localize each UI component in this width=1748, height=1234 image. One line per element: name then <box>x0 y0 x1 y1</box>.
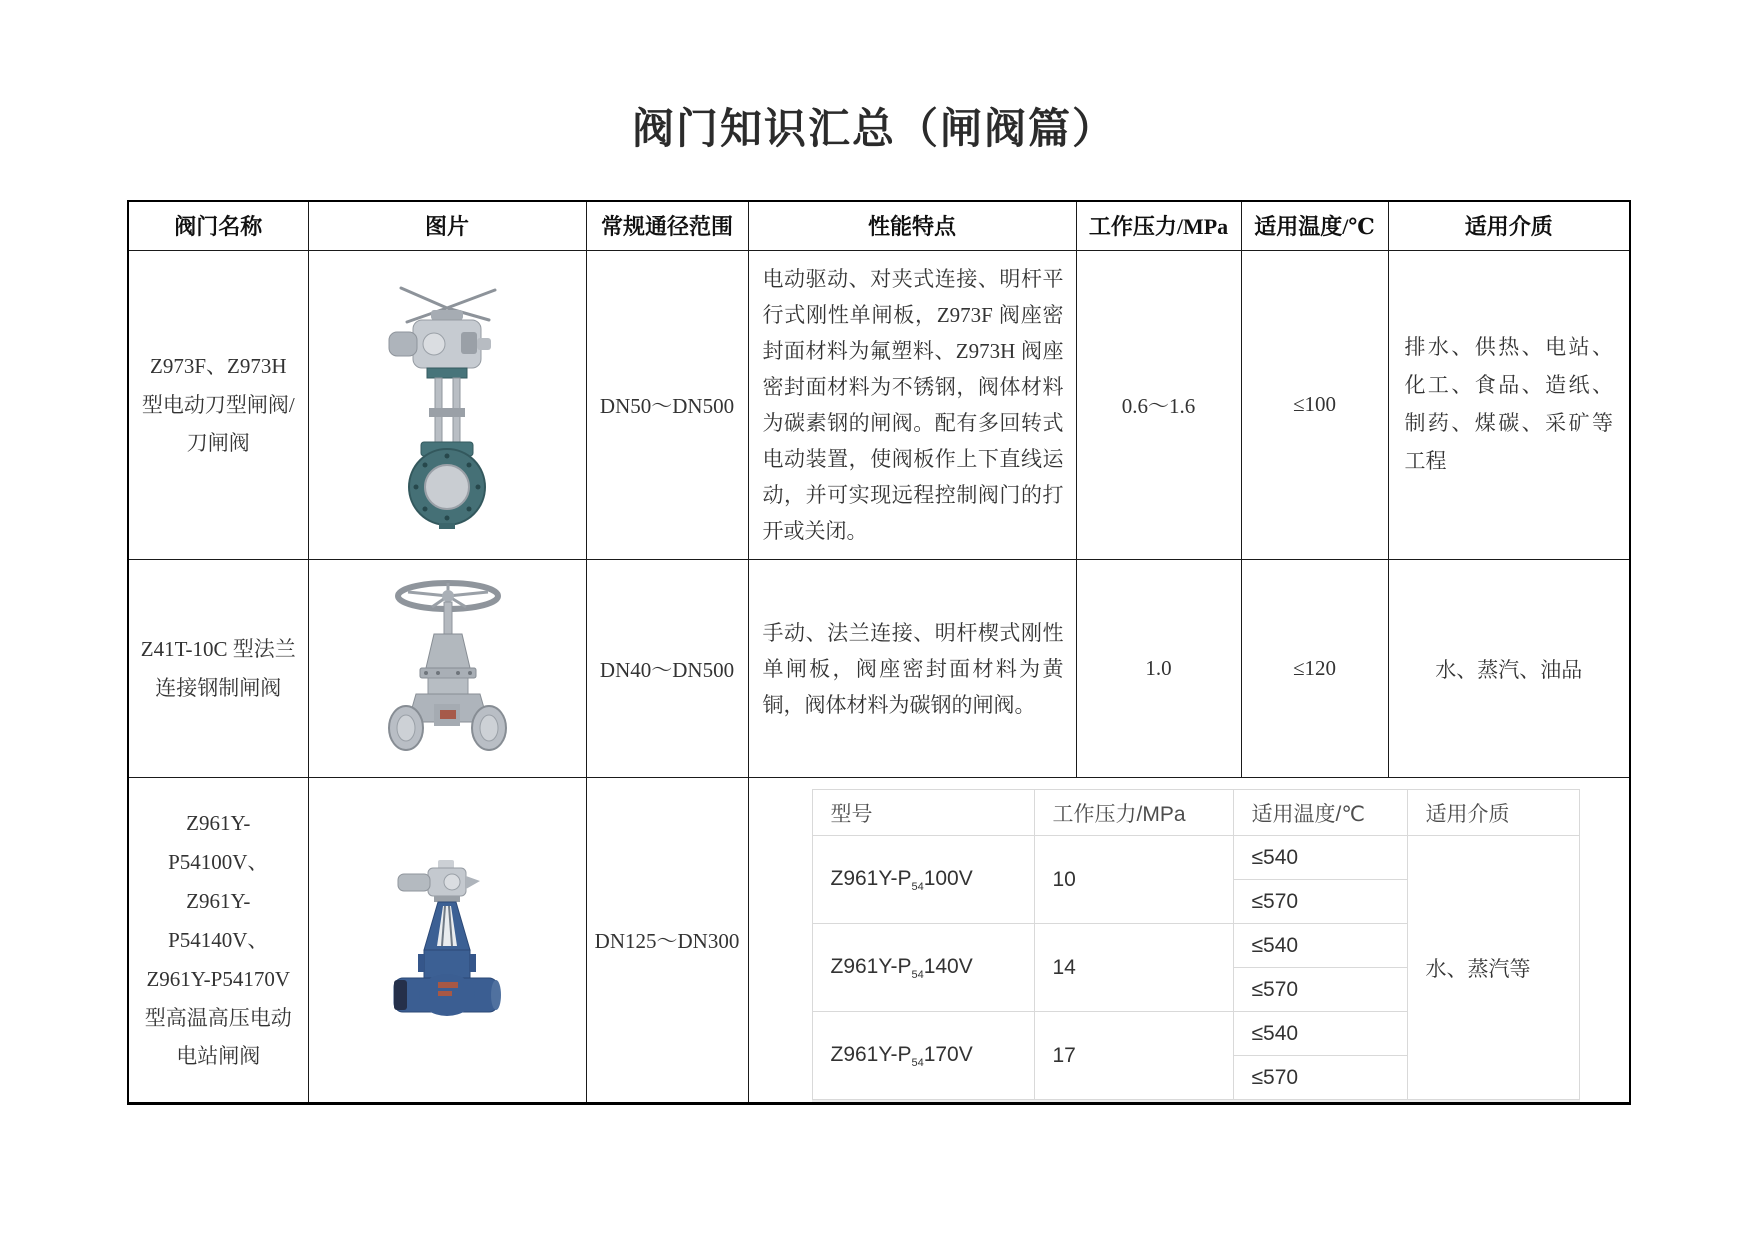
header-diameter-range: 常规通径范围 <box>586 201 748 250</box>
header-valve-name: 阀门名称 <box>128 201 308 250</box>
valve-name-cell: Z41T-10C 型法兰连接钢制闸阀 <box>128 560 308 778</box>
media-cell: 排水、供热、电站、化工、食品、造纸、制药、煤碳、采矿等工程 <box>1388 250 1630 560</box>
pressure-cell: 1.0 <box>1076 560 1241 778</box>
power-station-gate-valve-photo <box>392 856 502 1024</box>
spec-temp-cell: ≤570 <box>1233 1056 1407 1100</box>
valve-knowledge-table <box>127 200 1631 1105</box>
media-cell: 水、蒸汽、油品 <box>1388 560 1630 778</box>
table-row-z41t <box>128 560 1630 778</box>
pressure-cell: 0.6～1.6 <box>1076 250 1241 560</box>
spec-header-media: 适用介质 <box>1407 790 1579 836</box>
model-subscript: 54 <box>911 968 924 981</box>
spec-pressure-cell: 10 <box>1034 836 1233 924</box>
spec-temp-cell: ≤540 <box>1233 836 1407 880</box>
model-suffix: 100V <box>923 866 973 890</box>
model-suffix: 170V <box>923 1042 973 1066</box>
page-title: 阀门知识汇总（闸阀篇） <box>631 107 1116 153</box>
model-subscript: 54 <box>911 1056 924 1069</box>
model-prefix: Z961Y-P <box>830 866 912 890</box>
header-media: 适用介质 <box>1388 201 1630 250</box>
valve-image-cell <box>308 778 586 1104</box>
header-temperature: 适用温度/℃ <box>1241 201 1388 250</box>
spec-model-cell <box>812 1012 1034 1100</box>
header-working-pressure: 工作压力/MPa <box>1076 201 1241 250</box>
header-performance: 性能特点 <box>748 201 1076 250</box>
spec-temp-cell: ≤570 <box>1233 880 1407 924</box>
spec-pressure-cell: 17 <box>1034 1012 1233 1100</box>
valve-image-cell <box>308 560 586 778</box>
valve-name-cell: Z973F、Z973H 型电动刀型闸阀/刀闸阀 <box>128 250 308 560</box>
valve-name-cell: Z961Y-P54100V、Z961Y-P54140V、Z961Y-P54170V 型高温高压电动电站闸阀 <box>128 778 308 1104</box>
temperature-cell: ≤100 <box>1241 250 1388 560</box>
model-subscript: 54 <box>911 880 924 893</box>
spec-model-cell <box>812 924 1034 1012</box>
table-row-z961y <box>128 778 1630 1104</box>
header-row <box>128 201 1630 250</box>
spec-temp-cell: ≤570 <box>1233 968 1407 1012</box>
z961y-spec-table <box>812 789 1580 1100</box>
spec-header-model: 型号 <box>812 790 1034 836</box>
valve-image-cell <box>308 250 586 560</box>
diameter-cell: DN40～DN500 <box>586 560 748 778</box>
performance-cell: 电动驱动、对夹式连接、明杆平行式刚性单闸板，Z973F 阀座密封面材料为氟塑料、Z973H 阀座密封面材料为不锈钢，阀体材料为碳素钢的闸阀。配有多回转式电动装置，使阀板作上下直线运动，并可实现远程控制阀门的打开或关闭。 <box>748 250 1076 560</box>
model-suffix: 140V <box>923 954 973 978</box>
electric-knife-gate-valve-photo <box>377 280 517 530</box>
spec-subtable-cell <box>748 778 1630 1104</box>
spec-header-pressure: 工作压力/MPa <box>1034 790 1233 836</box>
spec-pressure-cell: 14 <box>1034 924 1233 1012</box>
header-picture: 图片 <box>308 201 586 250</box>
performance-cell: 手动、法兰连接、明杆楔式刚性单闸板，阀座密封面材料为黄铜，阀体材料为碳钢的闸阀。 <box>748 560 1076 778</box>
spec-temp-cell: ≤540 <box>1233 1012 1407 1056</box>
diameter-cell: DN50～DN500 <box>586 250 748 560</box>
spec-row <box>812 836 1579 880</box>
spec-header-row <box>812 790 1579 836</box>
spec-header-temperature: 适用温度/℃ <box>1233 790 1407 836</box>
spec-media-cell: 水、蒸汽等 <box>1407 836 1579 1100</box>
model-prefix: Z961Y-P <box>830 954 912 978</box>
spec-temp-cell: ≤540 <box>1233 924 1407 968</box>
temperature-cell: ≤120 <box>1241 560 1388 778</box>
spec-model-cell <box>812 836 1034 924</box>
diameter-cell: DN125～DN300 <box>586 778 748 1104</box>
manual-flanged-gate-valve-photo <box>382 576 512 761</box>
table-row-z973 <box>128 250 1630 560</box>
model-prefix: Z961Y-P <box>830 1042 912 1066</box>
